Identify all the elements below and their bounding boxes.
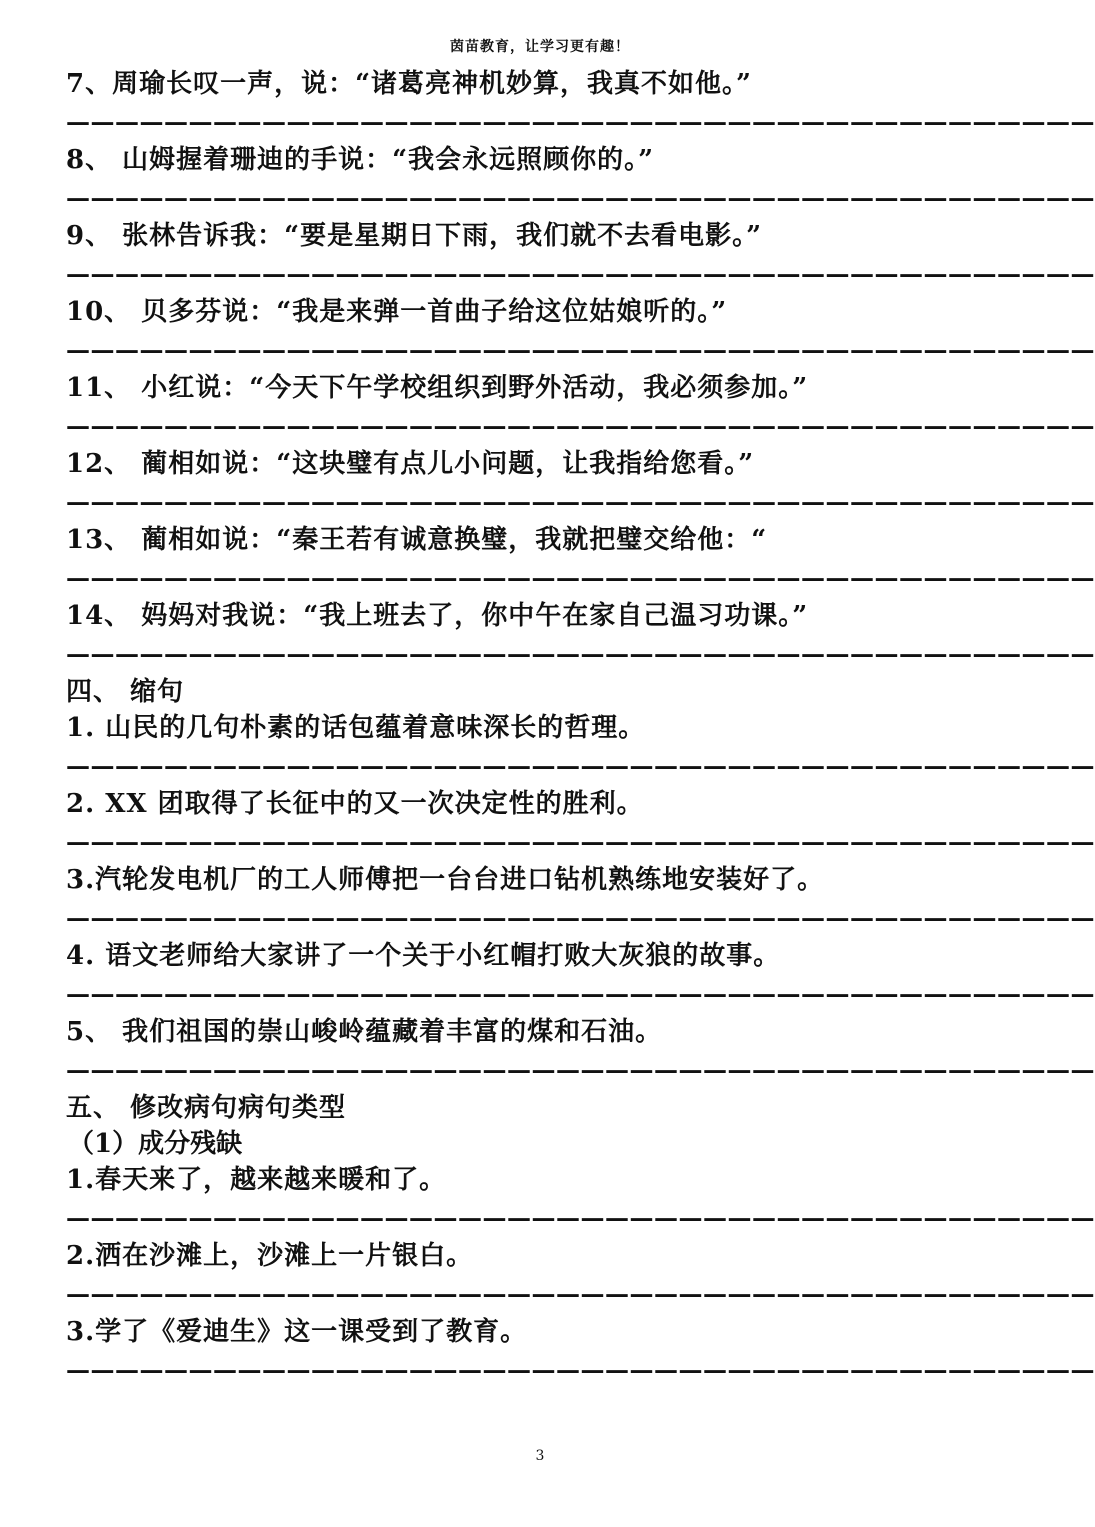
question-text: 14、 妈妈对我说：“我上班去了，你中午在家自己温习功课。” <box>66 601 809 631</box>
shorten-item <box>66 1014 1095 1090</box>
shorten-item <box>66 710 1095 786</box>
question-text: 1. 山民的几句朴素的话包蕴着意味深长的哲理。 <box>66 713 646 743</box>
section-heading: 五、 修改病句病句类型 <box>66 1093 347 1123</box>
section-heading: 四、 缩句 <box>66 677 185 707</box>
answer-line: —————————————————————————————————————————— <box>66 563 1095 592</box>
rewrite-item <box>66 218 1095 294</box>
rewrite-item <box>66 598 1095 674</box>
page-header: 茵苗教育，让学习更有趣！ <box>450 39 630 55</box>
answer-line: —————————————————————————————————————————— <box>66 1355 1095 1384</box>
question-text: 8、 山姆握着珊迪的手说：“我会永远照顾你的。” <box>66 145 655 175</box>
question-text: 3.汽轮发电机厂的工人师傅把一台台进口钻机熟练地安装好了。 <box>66 865 825 895</box>
answer-line: —————————————————————————————————————————— <box>66 487 1095 516</box>
question-text: 10、 贝多芬说：“我是来弹一首曲子给这位姑娘听的。” <box>66 297 728 327</box>
question-text: 5、 我们祖国的崇山峻岭蕴藏着丰富的煤和石油。 <box>66 1017 663 1047</box>
answer-line: —————————————————————————————————————————— <box>66 1279 1095 1308</box>
rewrite-item <box>66 294 1095 370</box>
answer-line: —————————————————————————————————————————— <box>66 827 1095 856</box>
answer-line: —————————————————————————————————————————— <box>66 335 1095 364</box>
answer-line: —————————————————————————————————————————— <box>66 183 1095 212</box>
answer-line: —————————————————————————————————————————— <box>66 411 1095 440</box>
question-text: 13、 蔺相如说：“秦王若有诚意换璧，我就把璧交给他：“ <box>66 525 768 555</box>
correction-item <box>66 1314 1095 1390</box>
rewrite-item <box>66 370 1095 446</box>
answer-line: —————————————————————————————————————————— <box>66 639 1095 668</box>
question-text: 2.洒在沙滩上，沙滩上一片银白。 <box>66 1241 474 1271</box>
answer-line: —————————————————————————————————————————— <box>66 1203 1095 1232</box>
rewrite-item <box>66 142 1095 218</box>
answer-line: —————————————————————————————————————————— <box>66 903 1095 932</box>
answer-line: —————————————————————————————————————————— <box>66 1055 1095 1084</box>
question-text: 9、 张林告诉我：“要是星期日下雨，我们就不去看电影。” <box>66 221 763 251</box>
question-text: 3.学了《爱迪生》这一课受到了教育。 <box>66 1317 528 1347</box>
correction-item <box>66 1162 1095 1238</box>
document-content <box>66 66 1095 1390</box>
answer-line: —————————————————————————————————————————— <box>66 107 1095 136</box>
question-text: 4. 语文老师给大家讲了一个关于小红帽打败大灰狼的故事。 <box>66 941 781 971</box>
rewrite-item <box>66 446 1095 522</box>
answer-line: —————————————————————————————————————————— <box>66 979 1095 1008</box>
question-text: 12、 蔺相如说：“这块璧有点儿小问题，让我指给您看。” <box>66 449 755 479</box>
question-text: 2. XX 团取得了长征中的又一次决定性的胜利。 <box>66 789 644 819</box>
question-text: 1.春天来了，越来越来暖和了。 <box>66 1165 447 1195</box>
rewrite-item <box>66 66 1095 142</box>
question-text: 11、 小红说：“今天下午学校组织到野外活动，我必须参加。” <box>66 373 809 403</box>
shorten-item <box>66 786 1095 862</box>
shorten-item <box>66 938 1095 1014</box>
answer-line: —————————————————————————————————————————— <box>66 751 1095 780</box>
question-text: 7、周瑜长叹一声，说：“诸葛亮神机妙算，我真不如他。” <box>66 69 753 99</box>
shorten-item <box>66 862 1095 938</box>
correction-item <box>66 1238 1095 1314</box>
page-number: 3 <box>535 1448 545 1464</box>
rewrite-item <box>66 522 1095 598</box>
answer-line: —————————————————————————————————————————— <box>66 259 1095 288</box>
sub-heading: （1）成分残缺 <box>68 1129 243 1159</box>
